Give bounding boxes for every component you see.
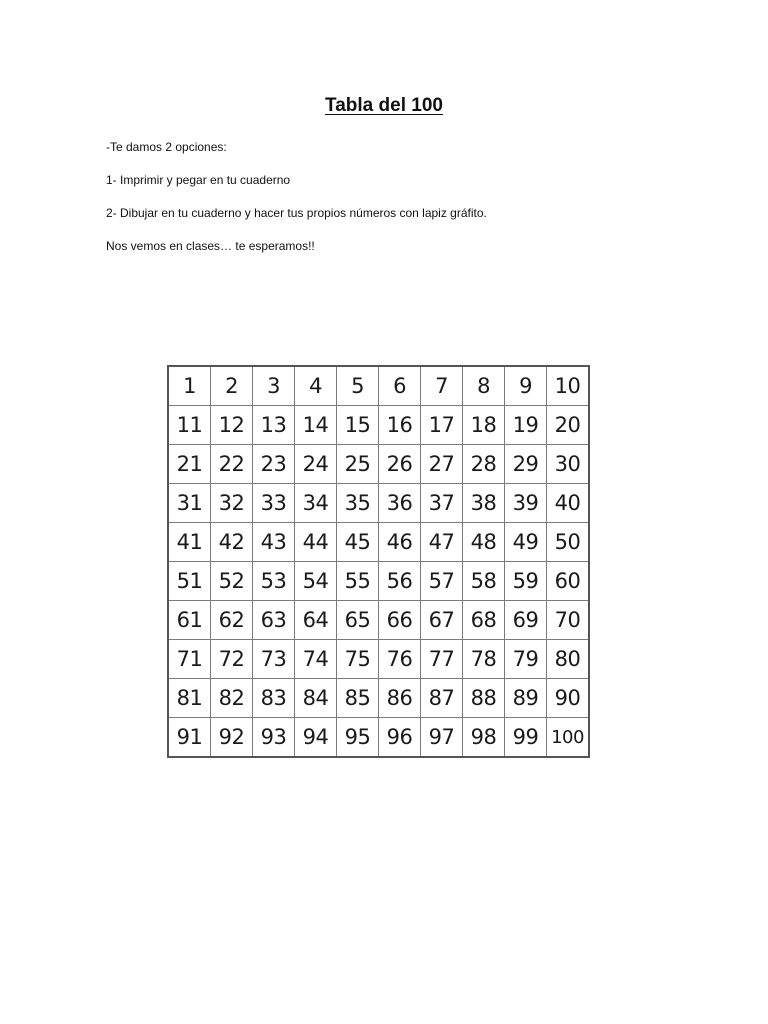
instruction-line: 2- Dibujar en tu cuaderno y hacer tus propios números con lapiz gráfito. bbox=[106, 206, 487, 220]
table-cell: 15 bbox=[337, 406, 379, 445]
table-cell: 77 bbox=[421, 640, 463, 679]
table-cell: 98 bbox=[463, 718, 505, 758]
table-cell: 60 bbox=[547, 562, 590, 601]
table-cell: 100 bbox=[547, 718, 590, 758]
table-cell: 46 bbox=[379, 523, 421, 562]
table-cell: 56 bbox=[379, 562, 421, 601]
table-cell: 45 bbox=[337, 523, 379, 562]
table-cell: 65 bbox=[337, 601, 379, 640]
table-cell: 87 bbox=[421, 679, 463, 718]
table-row bbox=[168, 679, 589, 718]
table-cell: 74 bbox=[295, 640, 337, 679]
table-cell: 80 bbox=[547, 640, 590, 679]
table-cell: 51 bbox=[168, 562, 211, 601]
table-cell: 10 bbox=[547, 366, 590, 406]
table-row bbox=[168, 484, 589, 523]
table-cell: 88 bbox=[463, 679, 505, 718]
table-cell: 31 bbox=[168, 484, 211, 523]
table-row bbox=[168, 718, 589, 758]
table-cell: 89 bbox=[505, 679, 547, 718]
table-cell: 79 bbox=[505, 640, 547, 679]
table-row bbox=[168, 523, 589, 562]
table-cell: 53 bbox=[253, 562, 295, 601]
table-cell: 7 bbox=[421, 366, 463, 406]
table-cell: 81 bbox=[168, 679, 211, 718]
table-cell: 30 bbox=[547, 445, 590, 484]
table-cell: 2 bbox=[211, 366, 253, 406]
table-cell: 1 bbox=[168, 366, 211, 406]
table-cell: 91 bbox=[168, 718, 211, 758]
table-cell: 47 bbox=[421, 523, 463, 562]
table-cell: 13 bbox=[253, 406, 295, 445]
table-cell: 66 bbox=[379, 601, 421, 640]
table-cell: 68 bbox=[463, 601, 505, 640]
table-cell: 40 bbox=[547, 484, 590, 523]
table-cell: 9 bbox=[505, 366, 547, 406]
table-cell: 69 bbox=[505, 601, 547, 640]
table-cell: 95 bbox=[337, 718, 379, 758]
table-row bbox=[168, 640, 589, 679]
table-cell: 33 bbox=[253, 484, 295, 523]
hundred-table bbox=[167, 365, 590, 758]
table-cell: 52 bbox=[211, 562, 253, 601]
table-cell: 82 bbox=[211, 679, 253, 718]
table-cell: 64 bbox=[295, 601, 337, 640]
table-cell: 42 bbox=[211, 523, 253, 562]
table-cell: 99 bbox=[505, 718, 547, 758]
table-cell: 27 bbox=[421, 445, 463, 484]
table-cell: 78 bbox=[463, 640, 505, 679]
table-cell: 57 bbox=[421, 562, 463, 601]
table-cell: 35 bbox=[337, 484, 379, 523]
table-cell: 36 bbox=[379, 484, 421, 523]
table-cell: 70 bbox=[547, 601, 590, 640]
table-cell: 38 bbox=[463, 484, 505, 523]
table-cell: 24 bbox=[295, 445, 337, 484]
table-cell: 25 bbox=[337, 445, 379, 484]
table-cell: 90 bbox=[547, 679, 590, 718]
table-cell: 49 bbox=[505, 523, 547, 562]
table-cell: 58 bbox=[463, 562, 505, 601]
table-cell: 17 bbox=[421, 406, 463, 445]
table-cell: 75 bbox=[337, 640, 379, 679]
table-cell: 92 bbox=[211, 718, 253, 758]
instructions bbox=[106, 140, 706, 272]
table-cell: 39 bbox=[505, 484, 547, 523]
table-cell: 29 bbox=[505, 445, 547, 484]
table-cell: 67 bbox=[421, 601, 463, 640]
table-cell: 50 bbox=[547, 523, 590, 562]
table-row bbox=[168, 445, 589, 484]
table-cell: 4 bbox=[295, 366, 337, 406]
table-cell: 83 bbox=[253, 679, 295, 718]
table-cell: 41 bbox=[168, 523, 211, 562]
table-cell: 93 bbox=[253, 718, 295, 758]
table-cell: 62 bbox=[211, 601, 253, 640]
table-cell: 84 bbox=[295, 679, 337, 718]
table-cell: 86 bbox=[379, 679, 421, 718]
table-cell: 97 bbox=[421, 718, 463, 758]
table-cell: 19 bbox=[505, 406, 547, 445]
table-cell: 85 bbox=[337, 679, 379, 718]
table-cell: 5 bbox=[337, 366, 379, 406]
table-cell: 8 bbox=[463, 366, 505, 406]
table-cell: 20 bbox=[547, 406, 590, 445]
instruction-line: -Te damos 2 opciones: bbox=[106, 140, 227, 154]
table-cell: 32 bbox=[211, 484, 253, 523]
table-cell: 16 bbox=[379, 406, 421, 445]
table-row bbox=[168, 366, 589, 406]
table-cell: 48 bbox=[463, 523, 505, 562]
table-cell: 94 bbox=[295, 718, 337, 758]
table-cell: 55 bbox=[337, 562, 379, 601]
table-cell: 22 bbox=[211, 445, 253, 484]
table-cell: 76 bbox=[379, 640, 421, 679]
table-cell: 12 bbox=[211, 406, 253, 445]
table-cell: 14 bbox=[295, 406, 337, 445]
table-cell: 21 bbox=[168, 445, 211, 484]
table-cell: 54 bbox=[295, 562, 337, 601]
hundred-table-container bbox=[167, 365, 590, 758]
table-cell: 23 bbox=[253, 445, 295, 484]
table-cell: 44 bbox=[295, 523, 337, 562]
table-cell: 43 bbox=[253, 523, 295, 562]
table-cell: 61 bbox=[168, 601, 211, 640]
table-cell: 71 bbox=[168, 640, 211, 679]
table-row bbox=[168, 601, 589, 640]
instruction-line: 1- Imprimir y pegar en tu cuaderno bbox=[106, 173, 291, 187]
table-cell: 59 bbox=[505, 562, 547, 601]
table-cell: 18 bbox=[463, 406, 505, 445]
table-cell: 3 bbox=[253, 366, 295, 406]
page-title: Tabla del 100 bbox=[325, 95, 443, 116]
instruction-line: Nos vemos en clases… te esperamos!! bbox=[106, 239, 315, 253]
table-cell: 37 bbox=[421, 484, 463, 523]
table-cell: 6 bbox=[379, 366, 421, 406]
table-cell: 11 bbox=[168, 406, 211, 445]
table-cell: 28 bbox=[463, 445, 505, 484]
table-cell: 26 bbox=[379, 445, 421, 484]
table-cell: 63 bbox=[253, 601, 295, 640]
table-cell: 73 bbox=[253, 640, 295, 679]
table-cell: 34 bbox=[295, 484, 337, 523]
table-row bbox=[168, 406, 589, 445]
table-cell: 96 bbox=[379, 718, 421, 758]
table-row bbox=[168, 562, 589, 601]
table-cell: 72 bbox=[211, 640, 253, 679]
